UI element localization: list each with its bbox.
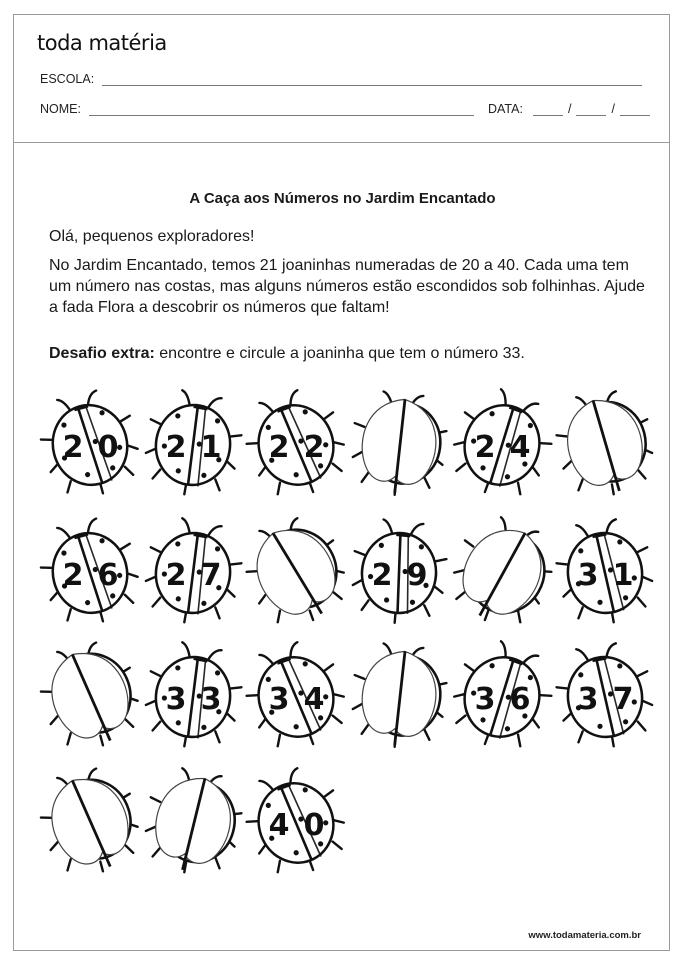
ladybug-body-icon	[44, 397, 136, 493]
ladybug-digit-tens: 2	[62, 558, 84, 593]
ladybug-hidden-by-leaf[interactable]	[40, 637, 140, 757]
ladybug[interactable]	[555, 513, 655, 633]
ladybug-hidden-by-leaf[interactable]	[246, 513, 346, 633]
ladybug-digit-tens: 2	[165, 430, 187, 465]
ladybug[interactable]	[452, 637, 552, 757]
name-field-row	[40, 102, 654, 116]
ladybug-body-icon	[150, 651, 237, 743]
ladybug[interactable]	[40, 513, 140, 633]
ladybug-digit-tens: 3	[474, 682, 496, 717]
ladybug[interactable]	[349, 513, 449, 633]
leaf-icon	[558, 390, 657, 501]
ladybug-hidden-by-leaf[interactable]	[40, 763, 140, 883]
ladybug[interactable]	[555, 637, 655, 757]
ladybug-digit-ones: 2	[303, 430, 325, 465]
ladybug-digit-ones: 0	[303, 808, 325, 843]
name-label: NOME:	[40, 102, 81, 116]
ladybug-body-icon	[454, 647, 551, 747]
challenge-label: Desafio extra:	[49, 345, 155, 362]
ladybug[interactable]	[143, 385, 243, 505]
challenge-body: encontre e circule a joaninha que tem o número 33.	[154, 345, 525, 362]
brand-logo: toda matéria	[37, 31, 167, 55]
ladybug-digit-tens: 3	[268, 682, 290, 717]
ladybug-body-icon	[248, 395, 345, 495]
ladybug-hidden-by-leaf[interactable]	[349, 637, 449, 757]
ladybug[interactable]	[143, 637, 243, 757]
ladybug-digit-tens: 3	[577, 682, 599, 717]
leaf-icon	[446, 515, 560, 635]
ladybug-digit-tens: 2	[268, 430, 290, 465]
ladybug-body-icon	[44, 525, 136, 621]
ladybug-digit-tens: 2	[474, 430, 496, 465]
instructions-text: No Jardim Encantado, temos 21 joaninhas numeradas de 20 a 40. Cada uma tem um número nas costas, mas alguns números estão escondidos sob folhinhas. Ajude a fada Flora a descobrir os números que faltam!	[49, 257, 645, 316]
ladybug[interactable]	[143, 513, 243, 633]
ladybug-digit-ones: 1	[612, 558, 634, 593]
date-day-blank[interactable]	[533, 103, 563, 116]
date-month-blank[interactable]	[576, 103, 606, 116]
ladybug[interactable]	[40, 385, 140, 505]
ladybug-digit-ones: 4	[303, 682, 325, 717]
ladybug-digit-ones: 3	[200, 682, 222, 717]
ladybug[interactable]	[246, 385, 346, 505]
date-separator: /	[611, 102, 615, 116]
ladybug-body-icon	[454, 395, 551, 495]
ladybug-body-icon	[150, 399, 237, 491]
leaf-icon	[356, 395, 445, 498]
date-label: DATA:	[487, 102, 523, 116]
school-input-line[interactable]	[102, 73, 642, 86]
ladybug-digit-tens: 3	[577, 558, 599, 593]
ladybug-body-icon	[562, 527, 649, 619]
ladybug-digit-ones: 9	[406, 558, 428, 593]
ladybug-body-icon	[248, 773, 345, 873]
ladybug-digit-ones: 7	[200, 558, 222, 593]
ladybug-digit-ones: 7	[612, 682, 634, 717]
ladybug[interactable]	[452, 385, 552, 505]
ladybug-digit-ones: 6	[97, 558, 119, 593]
ladybug-hidden-by-leaf[interactable]	[555, 385, 655, 505]
ladybug[interactable]	[246, 637, 346, 757]
school-label: ESCOLA:	[40, 72, 95, 86]
ladybug-digit-ones: 1	[200, 430, 222, 465]
school-field-row	[40, 72, 642, 86]
name-input-line[interactable]	[89, 103, 474, 116]
ladybug-digit-ones: 4	[509, 430, 531, 465]
greeting-text: Olá, pequenos exploradores!	[49, 228, 255, 245]
ladybug-digit-tens: 2	[62, 430, 84, 465]
leaf-icon	[145, 769, 244, 880]
ladybug-digit-tens: 3	[165, 682, 187, 717]
ladybug-digit-tens: 2	[165, 558, 187, 593]
leaf-icon	[39, 765, 147, 882]
ladybug-digit-ones: 0	[97, 430, 119, 465]
ladybug-body-icon	[562, 651, 649, 743]
date-separator: /	[567, 102, 572, 116]
ladybug-body-icon	[150, 527, 237, 619]
challenge-text	[49, 343, 649, 364]
ladybug-digit-ones: 6	[509, 682, 531, 717]
ladybug[interactable]	[246, 763, 346, 883]
worksheet-title: A Caça aos Números no Jardim Encantado	[189, 190, 496, 207]
leaf-icon	[356, 647, 445, 750]
ladybug-hidden-by-leaf[interactable]	[349, 385, 449, 505]
ladybug-body-icon	[248, 647, 345, 747]
leaf-icon	[39, 639, 147, 756]
ladybug-hidden-by-leaf[interactable]	[452, 513, 552, 633]
ladybug-hidden-by-leaf[interactable]	[143, 763, 243, 883]
footer-url: www.todamateria.com.br	[528, 930, 641, 941]
ladybug-digit-tens: 4	[268, 808, 290, 843]
ladybug-digit-tens: 2	[371, 558, 393, 593]
header-divider	[13, 142, 670, 143]
date-year-blank[interactable]	[620, 103, 650, 116]
